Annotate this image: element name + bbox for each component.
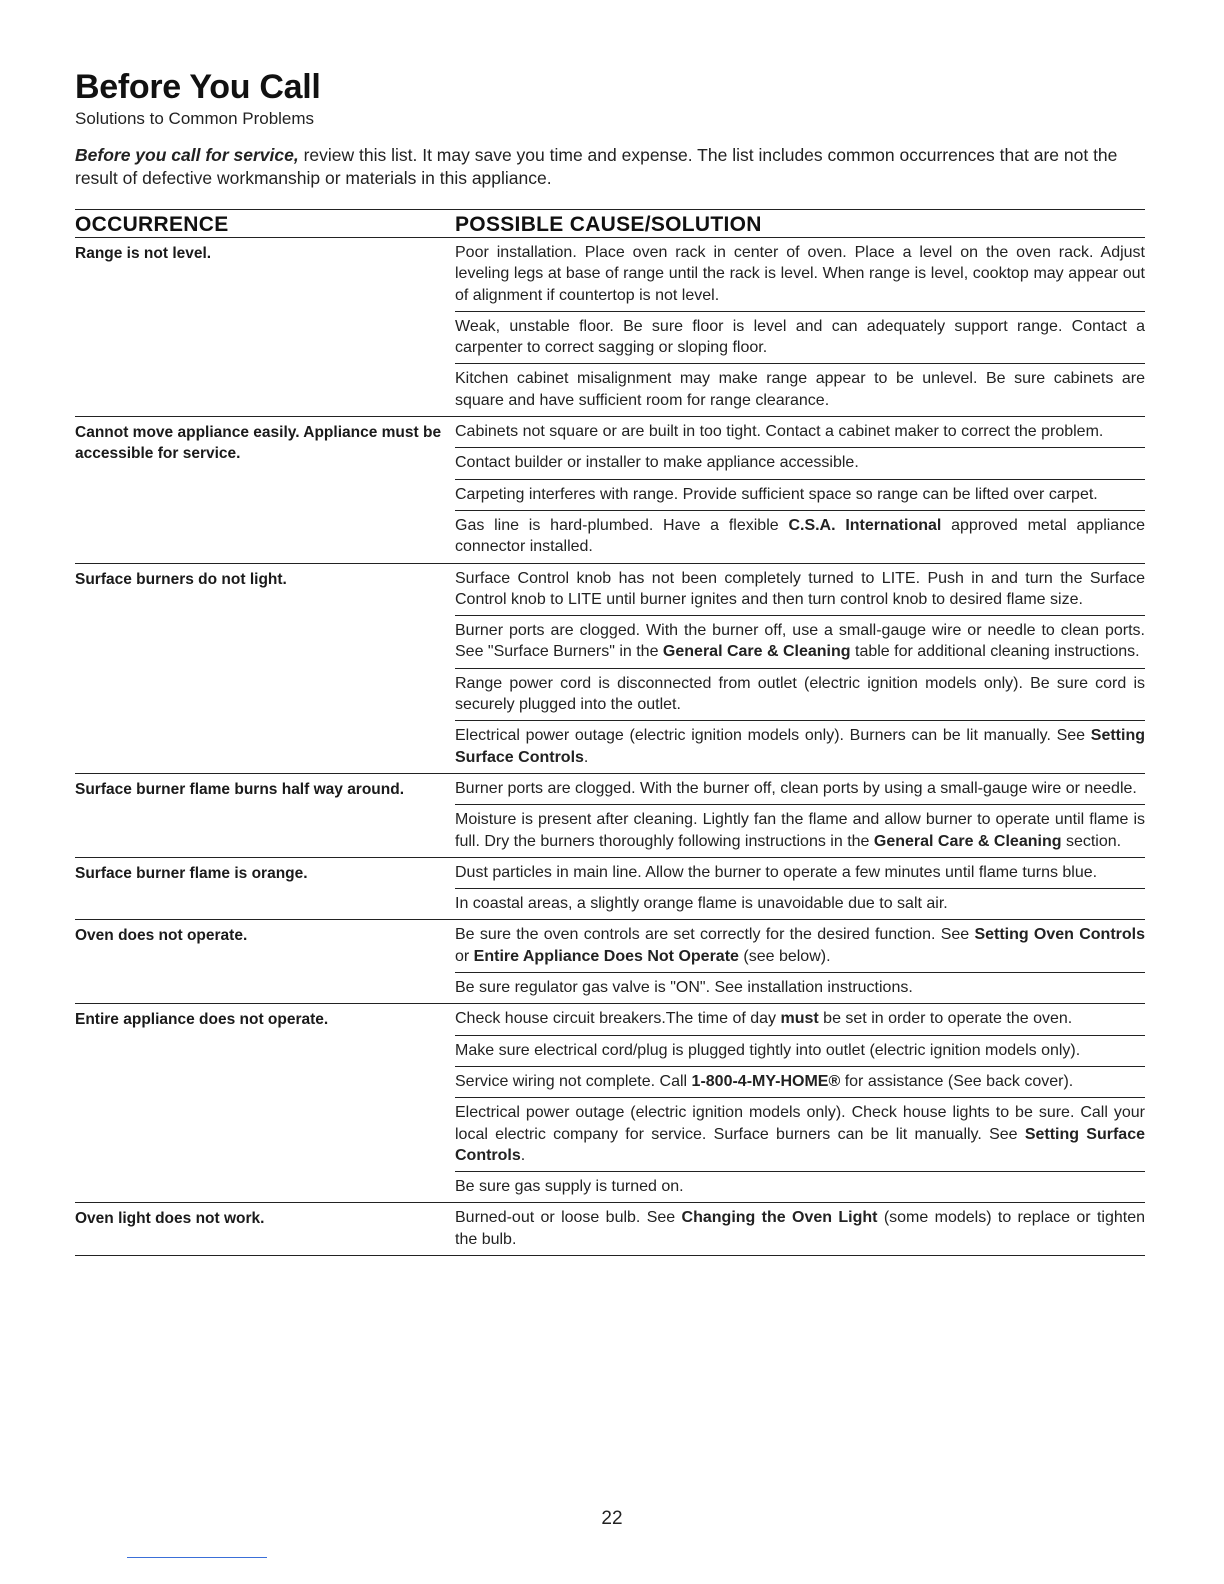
cause-text: Electrical power outage (electric ignition models only). Burners can be lit manually. See xyxy=(455,727,1091,745)
intro-text: review this list. It may save you time and expense. The list includes common occurrences that are not the result of defective workmanship or materials in this appliance. xyxy=(75,145,1118,188)
cause-text: Carpeting interferes with range. Provide sufficient space so range can be lifted over carpet. xyxy=(455,485,1098,503)
cause-text: Gas line is hard-plumbed. Have a flexible xyxy=(455,516,789,534)
occurrence-cell: Surface burner flame burns half way around. xyxy=(75,780,405,798)
cause-solution xyxy=(455,1035,1145,1066)
cause-solution xyxy=(455,888,1145,919)
causes-cell xyxy=(455,238,1145,416)
table-row xyxy=(75,564,1145,774)
cause-solution xyxy=(455,1004,1145,1034)
cause-emphasis: 1-800-4-MY-HOME® xyxy=(691,1072,841,1090)
cause-text: Weak, unstable floor. Be sure floor is level and can adequately support range. Contact a carpenter to correct sagging or sloping floor. xyxy=(455,317,1145,357)
table-row xyxy=(75,1203,1145,1256)
occurrence-cell: Range is not level. xyxy=(75,245,212,262)
cause-text: . xyxy=(520,1146,526,1164)
page-content xyxy=(75,68,1145,1256)
causes-cell xyxy=(455,1203,1145,1255)
cause-text: Make sure electrical cord/plug is plugged tightly into outlet (electric ignition models only). xyxy=(455,1041,1081,1059)
cause-text: Contact builder or installer to make appliance accessible. xyxy=(455,454,859,472)
cause-emphasis: Setting Surface Controls xyxy=(455,1125,1145,1164)
cause-solution xyxy=(455,1066,1145,1097)
occurrence-cell: Oven light does not work. xyxy=(75,1210,265,1228)
cause-text: approved metal appliance connector installed. xyxy=(455,516,1145,556)
table-row xyxy=(75,920,1145,1004)
cause-solution xyxy=(455,804,1145,857)
cause-text: Service wiring not complete. Call xyxy=(455,1072,692,1090)
occurrence-cell: Oven does not operate. xyxy=(75,927,248,945)
cause-text: Be sure gas supply is turned on. xyxy=(455,1178,684,1196)
cause-text: Moisture is present after cleaning. Lightly fan the flame and allow burner to operate until flame is full. Dry the burners thoroughly following instructions in the xyxy=(455,811,1145,850)
cause-solution xyxy=(455,972,1145,1003)
table-header xyxy=(75,209,1145,238)
cause-text: Surface Control knob has not been completely turned to LITE. Push in and turn the Surface Control knob to LITE until burner ignites and then turn control knob to desired flame size. xyxy=(455,569,1145,608)
table-row xyxy=(75,774,1145,858)
cause-text: Poor installation. Place oven rack in center of oven. Place a level on the oven rack. Adjust leveling legs at base of range until the rack is level. When range is level, cooktop may appear out of alignment if countertop is not level. xyxy=(455,244,1145,304)
troubleshooting-table xyxy=(75,238,1145,1256)
cause-solution xyxy=(455,920,1145,972)
table-row xyxy=(75,1004,1145,1203)
causes-cell xyxy=(455,564,1145,773)
cause-emphasis: Setting Surface Controls xyxy=(455,727,1145,766)
cause-solution xyxy=(455,510,1145,563)
cause-solution xyxy=(455,564,1145,616)
cause-emphasis: must xyxy=(780,1010,819,1028)
cause-solution xyxy=(455,238,1145,311)
cause-emphasis: General Care & Cleaning xyxy=(873,832,1062,850)
occurrence-cell: Entire appliance does not operate. xyxy=(75,1011,329,1029)
cause-text: Check house circuit breakers.The time of day xyxy=(455,1010,781,1028)
cause-text: Kitchen cabinet misalignment may make range appear to be unlevel. Be sure cabinets are square and have sufficient room for range clearance. xyxy=(455,370,1145,409)
cause-solution xyxy=(455,363,1145,416)
cause-emphasis: Setting Oven Controls xyxy=(974,926,1145,944)
cause-solution xyxy=(455,311,1145,364)
cause-text: (some models) to replace or tighten the bulb. xyxy=(455,1209,1145,1248)
cause-text: Dust particles in main line. Allow the burner to operate a few minutes until flame turns blue. xyxy=(455,863,1098,881)
cause-text: be set in order to operate the oven. xyxy=(818,1010,1073,1028)
cause-solution xyxy=(455,774,1145,804)
cause-text: Be sure the oven controls are set correctly for the desired function. See xyxy=(455,926,975,944)
cause-solution xyxy=(455,615,1145,668)
cause-text: In coastal areas, a slightly orange flame is unavoidable due to salt air. xyxy=(455,895,948,913)
occurrence-cell: Surface burners do not light. xyxy=(75,570,287,588)
cause-text: for assistance (See back cover). xyxy=(840,1072,1074,1090)
cause-text: or xyxy=(455,947,474,965)
cause-solution xyxy=(455,447,1145,478)
footer-rule xyxy=(127,1557,267,1558)
causes-cell xyxy=(455,774,1145,857)
cause-text: Burned-out or loose bulb. See xyxy=(455,1209,682,1227)
page-title: Before You Call xyxy=(75,68,321,106)
cause-text: (see below). xyxy=(738,947,831,965)
cause-solution xyxy=(455,858,1145,888)
cause-emphasis: C.S.A. International xyxy=(788,516,942,534)
table-row xyxy=(75,417,1145,563)
page-number: 22 xyxy=(601,1508,623,1529)
cause-text: Range power cord is disconnected from outlet (electric ignition models only). Be sure cord is securely plugged into the outlet. xyxy=(455,674,1145,714)
intro-lead: Before you call for service, xyxy=(75,145,299,165)
cause-text: section. xyxy=(1061,832,1122,850)
cause-text: Be sure regulator gas valve is "ON". See installation instructions. xyxy=(455,979,913,997)
table-row xyxy=(75,238,1145,417)
cause-solution xyxy=(455,668,1145,721)
occurrence-cell: Surface burner flame is orange. xyxy=(75,864,308,882)
cause-text: Burner ports are clogged. With the burner off, clean ports by using a small-gauge wire or needle. xyxy=(455,779,1137,797)
cause-solution xyxy=(455,1203,1145,1255)
page-subtitle: Solutions to Common Problems xyxy=(75,109,315,128)
table-row xyxy=(75,858,1145,921)
cause-text: Electrical power outage (electric ignition models only). Check house lights to be sure. Call your local electric company for service. Surface burners can be lit manually. See xyxy=(455,1104,1145,1143)
cause-solution xyxy=(455,1171,1145,1202)
cause-solution xyxy=(455,479,1145,510)
cause-text: Burner ports are clogged. With the burner off, use a small-gauge wire or needle to clean ports. See "Surface Burners" in the xyxy=(455,622,1145,661)
cause-text: table for additional cleaning instructions. xyxy=(850,643,1140,661)
cause-text: Cabinets not square or are built in too tight. Contact a cabinet maker to correct the problem. xyxy=(455,423,1104,441)
cause-solution xyxy=(455,417,1145,447)
occurrence-cell: Cannot move appliance easily. Appliance must be accessible for service. xyxy=(75,424,442,463)
cause-solution xyxy=(455,720,1145,773)
cause-text: . xyxy=(583,748,589,766)
causes-cell xyxy=(455,1004,1145,1202)
cause-emphasis: Entire Appliance Does Not Operate xyxy=(473,947,739,965)
cause-emphasis: General Care & Cleaning xyxy=(662,643,851,661)
causes-cell xyxy=(455,920,1145,1003)
cause-emphasis: Changing the Oven Light xyxy=(681,1209,878,1227)
cause-solution xyxy=(455,1097,1145,1171)
intro-paragraph xyxy=(75,144,1145,190)
column-header-occurrence: OCCURRENCE xyxy=(75,213,229,236)
causes-cell xyxy=(455,858,1145,920)
column-header-cause: POSSIBLE CAUSE/SOLUTION xyxy=(455,213,762,236)
causes-cell xyxy=(455,417,1145,562)
